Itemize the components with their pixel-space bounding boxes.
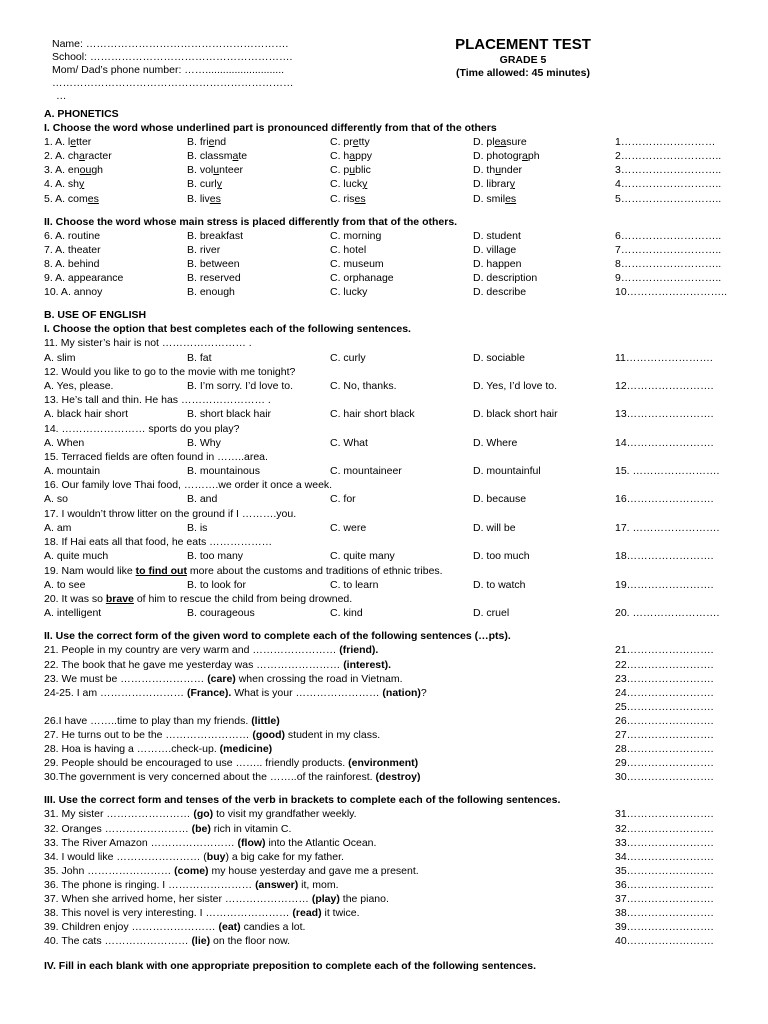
given-word: (go) [193, 808, 214, 821]
answer-blank: 15. ……………………. [615, 465, 720, 478]
sentence: 36. The phone is ringing. I …………………… (answer) it, mom. [44, 878, 339, 891]
question-row [44, 271, 734, 285]
underlined-part: y [79, 178, 85, 191]
given-word: (play) [311, 893, 340, 905]
sentence: 39. Children enjoy …………………… (eat) candies a lot. [44, 921, 306, 934]
answer-blank: 34……………………. [615, 850, 714, 863]
given-word: (nation) [382, 686, 421, 699]
option: D. mountainful [473, 465, 541, 478]
underlined-part: e [70, 136, 77, 149]
underlined-part: a [79, 150, 85, 163]
question-stem: 15. Terraced fields are often found in ……..area. [44, 450, 268, 463]
option: B. courageous [187, 607, 255, 620]
option: C. mountaineer [330, 465, 402, 478]
option: B. between [187, 257, 240, 270]
underlined-part: e [352, 136, 359, 149]
question-row [44, 850, 734, 864]
option: 10. A. annoy [44, 286, 103, 299]
question-row [44, 163, 734, 177]
option: D. because [473, 493, 527, 506]
english-part1-list [44, 336, 734, 620]
answer-blank: 37……………………. [615, 893, 714, 905]
option: 3. A. enough [44, 164, 103, 177]
question-row [44, 149, 734, 163]
given-word: (flow) [237, 836, 266, 849]
instruction: I. Choose the word whose underlined part is pronounced differently from that of the others [44, 122, 497, 135]
option: B. enough [187, 286, 235, 299]
answer-blank: 14……………………. [615, 436, 714, 449]
answer-blank: 20. ……………………. [615, 607, 720, 620]
given-word: (friend). [339, 644, 379, 657]
question-row [44, 643, 734, 657]
given-word: (be) [191, 822, 211, 835]
question-stem: 20. It was so brave of him to rescue the child from being drowned. [44, 592, 353, 605]
question-row [44, 892, 734, 906]
option: B. short black hair [187, 408, 272, 421]
option: D. will be [473, 521, 516, 534]
instruction: II. Use the correct form of the given word to complete each of the following sentences (…pts). [44, 630, 511, 643]
option: 6. A. routine [44, 229, 101, 242]
option: D. too much [473, 550, 530, 563]
sentence: 30.The government is very concerned about the ……..of the rainforest. (destroy) [44, 771, 421, 784]
options-row [44, 407, 734, 421]
option: C. happy [330, 150, 373, 163]
option: D. black short hair [473, 408, 558, 421]
student-info [52, 38, 352, 103]
option: B. too many [187, 550, 244, 563]
question-stem: 14. …………………… sports do you play? [44, 422, 240, 435]
answer-blank: 8……………………….. [615, 257, 722, 270]
option: A. slim [44, 351, 76, 364]
question-row [44, 906, 734, 920]
option: C. kind [330, 607, 363, 620]
english-part2-list [44, 643, 734, 784]
underlined-part: y [509, 178, 516, 191]
answer-blank: 22……………………. [615, 658, 714, 671]
given-word: (read) [292, 907, 322, 920]
question-row [44, 742, 734, 756]
underlined-phrase: to find out [135, 564, 187, 577]
option: B. I’m sorry. I’d love to. [187, 379, 293, 392]
option: 8. A. behind [44, 257, 100, 270]
answer-blank: 38……………………. [615, 907, 714, 920]
answer-blank: 23……………………. [615, 672, 714, 685]
option: D. cruel [473, 607, 510, 620]
option: A. Yes, please. [44, 379, 114, 392]
question-row [44, 135, 734, 149]
option: D. smiles [473, 192, 517, 205]
option: B. breakfast [187, 229, 244, 242]
question-stem: 16. Our family love Thai food, ……….we order it once a week. [44, 479, 333, 492]
option: C. What [330, 436, 368, 449]
given-word: (answer) [255, 878, 299, 891]
sentence: 38. This novel is very interesting. I …………………… (read) it twice. [44, 907, 360, 920]
option: B. Why [187, 436, 221, 449]
question-row [44, 878, 734, 892]
question-stem: 18. If Hai eats all that food, he eats ……………… [44, 536, 273, 549]
sentence: 35. John …………………… (come) my house yesterday and gave me a present. [44, 864, 419, 877]
test-heading [418, 36, 628, 80]
answer-blank: 27……………………. [615, 728, 714, 741]
question-row [44, 658, 734, 672]
instruction: II. Choose the word whose main stress is placed differently from that of the others. [44, 215, 458, 228]
underlined-part: e [208, 136, 215, 149]
options-row [44, 492, 734, 506]
option: B. reserved [187, 272, 241, 285]
answer-blank: 29……………………. [615, 757, 714, 770]
option: C. pretty [330, 136, 370, 149]
option: 2. A. character [44, 150, 112, 163]
option: 4. A. shy [44, 178, 85, 191]
option: C. hair short black [330, 408, 415, 421]
sentence: 26.I have ……..time to play than my friends. (little) [44, 714, 280, 727]
option: B. is [187, 521, 208, 534]
option: A. intelligent [44, 607, 102, 620]
option: C. hotel [330, 243, 367, 256]
answer-blank: 35……………………. [615, 864, 714, 877]
question-row [44, 807, 734, 821]
option: B. curly [187, 178, 223, 191]
question-row [44, 686, 734, 700]
question-row [44, 756, 734, 770]
question-stem: 12. Would you like to go to the movie with me tonight? [44, 365, 296, 378]
underlined-part: ou [79, 164, 92, 177]
question-row [44, 672, 734, 686]
option: D. description [473, 272, 538, 285]
sentence: 34. I would like …………………… (buy) a big cake for my father. [44, 850, 344, 863]
option: C. curly [330, 351, 366, 364]
question-row [44, 770, 734, 784]
option: 9. A. appearance [44, 272, 124, 285]
options-row [44, 436, 734, 450]
option: B. and [187, 493, 218, 506]
given-word: (good) [252, 728, 285, 741]
option: D. photograph [473, 150, 540, 163]
instruction: IV. Fill in each blank with one appropriate preposition to complete each of the following sentences. [44, 960, 537, 973]
option: B. to look for [187, 578, 246, 591]
sentence: 31. My sister …………………… (go) to visit my grandfather weekly. [44, 808, 357, 821]
answer-blank: 24……………………. [615, 686, 714, 699]
answer-blank: 36……………………. [615, 878, 714, 891]
answer-blank: 16……………………. [615, 493, 714, 506]
english-part3-list [44, 807, 734, 948]
option: A. mountain [44, 465, 101, 478]
given-word: (lie) [191, 935, 211, 948]
options-row [44, 464, 734, 478]
options-row [44, 578, 734, 592]
sentence: 24-25. I am …………………… (France). What is your …………………… (nation)? [44, 686, 427, 699]
given-word: (France). [186, 686, 232, 699]
answer-blank: 13……………………. [615, 408, 714, 421]
option: D. pleasure [473, 136, 527, 149]
option: C. quite many [330, 550, 395, 563]
answer-blank: 26……………………. [615, 714, 714, 727]
answer-blank: 2……………………….. [615, 150, 722, 163]
options-row [44, 606, 734, 620]
question-stem: 19. Nam would like to find out more about the customs and traditions of ethnic tribes. [44, 564, 443, 577]
question-row [44, 714, 734, 728]
sentence: 29. People should be encouraged to use …….. friendly products. (environment) [44, 757, 419, 770]
option: B. river [187, 243, 221, 256]
answer-blank: 12……………………. [615, 379, 714, 392]
school-line: School: …………………………………………………. [52, 51, 293, 63]
option: C. public [330, 164, 371, 177]
answer-blank: 6……………………….. [615, 229, 722, 242]
question-row [44, 822, 734, 836]
instruction: III. Use the correct form and tenses of the verb in brackets to complete each of the following sentences. [44, 794, 561, 807]
underlined-part: u [213, 164, 220, 177]
sentence: 22. The book that he gave me yesterday was …………………… (interest). [44, 658, 392, 671]
question-stem: 11. My sister’s hair is not …………………… . [44, 337, 252, 350]
phonetics-part2-list [44, 229, 734, 299]
underlined-part: es [209, 192, 221, 205]
sentence: 23. We must be …………………… (care) when crossing the road in Vietnam. [44, 672, 403, 685]
option: C. rises [330, 192, 366, 205]
option: D. thunder [473, 164, 523, 177]
name-line: Name: …………………………………………………. [52, 38, 289, 50]
option: C. lucky [330, 286, 368, 299]
answer-blank: 33……………………. [615, 836, 714, 849]
option: A. am [44, 521, 72, 534]
sentence: 27. He turns out to be the …………………… (good) student in my class. [44, 728, 381, 741]
option: A. so [44, 493, 68, 506]
given-word: (come) [174, 864, 209, 877]
options-row [44, 351, 734, 365]
underlined-part: y [362, 178, 368, 191]
question-row [44, 934, 734, 948]
answer-blank: 40……………………. [615, 935, 714, 948]
page-title: PLACEMENT TEST [455, 36, 591, 53]
option: D. student [473, 229, 521, 242]
question-row [44, 257, 734, 271]
question-row [44, 836, 734, 850]
option: B. classmate [187, 150, 248, 163]
option: B. friend [187, 136, 227, 149]
underlined-part: ea [494, 136, 507, 149]
given-word: (interest). [343, 658, 392, 671]
answer-blank: 17. ……………………. [615, 521, 720, 534]
sentence: 21. People in my country are very warm and …………………… (friend). [44, 644, 379, 657]
option: B. volunteer [187, 164, 244, 177]
underlined-phrase: brave [105, 592, 134, 605]
option: A. to see [44, 578, 86, 591]
underlined-part: es [87, 192, 99, 205]
phonetics-part1-list [44, 135, 734, 205]
underlined-part: a [232, 150, 239, 163]
answer-blank: 7……………………….. [615, 243, 722, 256]
options-row [44, 521, 734, 535]
option: D. to watch [473, 578, 526, 591]
underlined-part: a [349, 150, 356, 163]
underlined-part: y [216, 178, 223, 191]
option: C. to learn [330, 578, 379, 591]
question-row [44, 243, 734, 257]
sentence: 33. The River Amazon …………………… (flow) into the Atlantic Ocean. [44, 836, 377, 849]
underlined-part: es [505, 192, 517, 205]
dots-line: …………………………………………………………… [52, 77, 294, 89]
option: C. for [330, 493, 356, 506]
underlined-part: es [354, 192, 366, 205]
option: D. describe [473, 286, 527, 299]
answer-blank: 3……………………….. [615, 164, 722, 177]
question-row [44, 192, 734, 206]
answer-blank: 10……………………….. [615, 286, 728, 299]
test-content [44, 107, 734, 973]
given-word: (environment) [348, 757, 419, 770]
option: 1. A. letter [44, 136, 92, 149]
option: B. lives [187, 192, 221, 205]
options-row [44, 379, 734, 393]
option: D. village [473, 243, 517, 256]
given-word: (medicine) [219, 743, 273, 756]
given-word: (care) [207, 672, 236, 685]
answer-blank: 31……………………. [615, 808, 714, 821]
option: C. museum [330, 257, 384, 270]
given-word: buy [206, 850, 226, 863]
option: 5. A. comes [44, 192, 99, 205]
option: D. Yes, I’d love to. [473, 379, 558, 392]
option: C. lucky [330, 178, 368, 191]
instruction: I. Choose the option that best completes each of the following sentences. [44, 323, 411, 336]
phone-line: Mom/ Dad’s phone number: ……........................... [52, 64, 285, 76]
question-row [44, 229, 734, 243]
underlined-part: u [495, 164, 502, 177]
question-row [44, 920, 734, 934]
answer-blank: 28……………………. [615, 743, 714, 756]
question-row [44, 177, 734, 191]
given-word: (destroy) [375, 771, 421, 784]
underlined-part: u [349, 164, 356, 177]
question-row [44, 728, 734, 742]
sentence: 40. The cats …………………… (lie) on the floor now. [44, 935, 291, 948]
answer-blank: 39……………………. [615, 921, 714, 934]
question-stem: 17. I wouldn’t throw litter on the ground if I ……….you. [44, 507, 297, 520]
option: C. No, thanks. [330, 379, 397, 392]
option: D. library [473, 178, 516, 191]
answer-blank: 5……………………….. [615, 192, 722, 205]
option: C. were [330, 521, 367, 534]
section-title: B. USE OF ENGLISH [44, 309, 147, 322]
option: A. quite much [44, 550, 109, 563]
given-word: (little) [251, 714, 280, 727]
option: D. sociable [473, 351, 525, 364]
dots-line: … [56, 90, 67, 102]
answer-blank: 25……………………. [615, 700, 714, 713]
answer-blank: 19……………………. [615, 578, 714, 591]
sentence: 32. Oranges …………………… (be) rich in vitamin C. [44, 822, 292, 835]
answer-blank: 1……………………… [615, 136, 716, 149]
given-word: (eat) [218, 921, 241, 934]
answer-blank: 9……………………….. [615, 272, 722, 285]
option: A. When [44, 436, 85, 449]
answer-blank: 21……………………. [615, 644, 714, 657]
option: B. fat [187, 351, 212, 364]
question-row [44, 285, 734, 299]
question-row [44, 864, 734, 878]
option: 7. A. theater [44, 243, 101, 256]
option: B. mountainous [187, 465, 260, 478]
option: C. morning [330, 229, 382, 242]
grade-label: GRADE 5 [499, 54, 547, 66]
answer-blank: 18……………………. [615, 550, 714, 563]
option: D. happen [473, 257, 522, 270]
answer-blank: 32……………………. [615, 822, 714, 835]
sentence: 28. Hoa is having a ……….check-up. (medicine) [44, 743, 273, 756]
time-allowed: (Time allowed: 45 minutes) [455, 67, 590, 79]
sentence: 37. When she arrived home, her sister …………………… (play) the piano. [44, 893, 389, 905]
question-row [44, 700, 734, 714]
underlined-part: a [522, 150, 528, 163]
question-stem: 13. He’s tall and thin. He has …………………… . [44, 394, 271, 407]
answer-blank: 11……………………. [615, 351, 713, 364]
section-title: A. PHONETICS [44, 108, 119, 120]
answer-blank: 4……………………….. [615, 178, 722, 191]
options-row [44, 549, 734, 563]
option: C. orphanage [330, 272, 394, 285]
option: D. Where [473, 436, 518, 449]
option: A. black hair short [44, 408, 129, 421]
answer-blank: 30……………………. [615, 771, 714, 784]
